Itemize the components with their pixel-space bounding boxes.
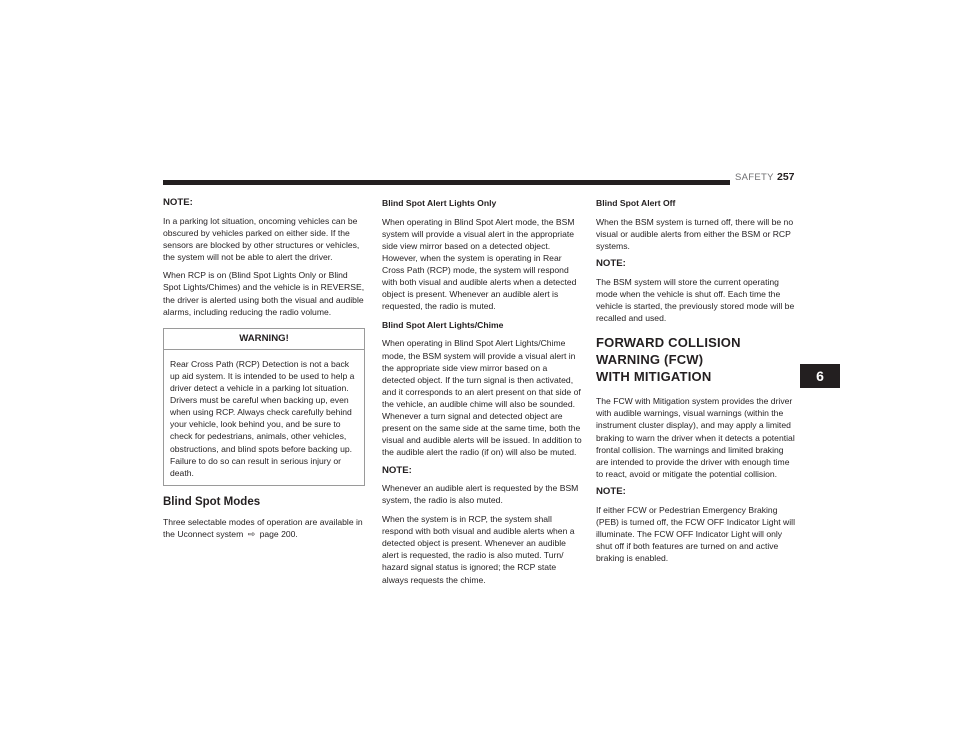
warning-box xyxy=(163,328,365,486)
note-label: NOTE: xyxy=(163,197,193,208)
note-text: The BSM system will store the current operating mode when the vehicle is shut off. Each time the vehicle is started, the previously stored mode will be recalled and used. xyxy=(596,276,795,324)
column-2 xyxy=(382,197,582,592)
paragraph: When the BSM system is turned off, there will be no visual or audible alerts from either the BSM or RCP systems. xyxy=(596,216,794,251)
note-text: In a parking lot situation, oncoming vehicles can be obscured by vehicles parked on either side. If the sensors are blocked by other structures or vehicles, the system will not be able to alert the driver. xyxy=(163,215,360,262)
page-number: 257 xyxy=(777,171,795,183)
note-text: If either FCW or Pedestrian Emergency Braking (PEB) is turned off, the FCW OFF Indicator Light will illuminate. The FCW OFF Indicator Light will only shut off if both features are turned on and active braking is enabled. xyxy=(596,504,795,564)
page-reference-arrow-icon: ⇨ xyxy=(247,528,256,539)
warning-text: Rear Cross Path (RCP) Detection is not a back up aid system. It is intended to be used to help a driver detect a vehicle in a parking lot situation. Drivers must be careful when backing up, even when using RCP. Always check carefully behind your vehicle, look behind you, and be sure to check for pedestrians, animals, other vehicles, obstructions, and blind spots before backing up. Failure to do so can result in serious injury or death. xyxy=(170,358,355,478)
page-reference-link[interactable]: page 200. xyxy=(259,528,298,539)
note-text: Whenever an audible alert is requested by the BSM system, the radio is also muted. xyxy=(382,483,579,506)
header-rule xyxy=(163,180,730,185)
subheading: Blind Spot Alert Lights Only xyxy=(382,198,497,208)
paragraph: When RCP is on (Blind Spot Lights Only or Blind Spot Lights/Chimes) and the vehicle is in REVERSE, the driver is alerted using both the visual and audible alarms, including reducing the radio volume. xyxy=(163,270,365,317)
subheading: Blind Spot Alert Lights/Chime xyxy=(382,319,504,330)
note-label: NOTE: xyxy=(382,464,412,476)
column-1 xyxy=(163,197,365,547)
paragraph: When operating in Blind Spot Alert mode, the BSM system will provide a visual alert in the appropriate side view mirror based on a detected object. However, when the system is operating in Rear Cross Path (RCP) mode, the system will respond with both visual and audible alerts when a detected object is present. Whenever an audible alert is requested, the radio is muted. xyxy=(382,216,577,312)
section-heading: Blind Spot Modes xyxy=(163,495,261,508)
section-name: SAFETY xyxy=(735,172,774,183)
subheading: Blind Spot Alert Off xyxy=(596,198,676,208)
note-label: NOTE: xyxy=(596,258,626,270)
chapter-tab: 6 xyxy=(800,364,840,388)
warning-title: WARNING! xyxy=(164,329,364,350)
paragraph: When operating in Blind Spot Alert Lights/Chime mode, the BSM system will provide a visual alert in the appropriate side view mirror based on a detected object. If the turn signal is then activated, and it corresponds to an alert present on that side of the vehicle, an audible chime will also be sounded. Whenever a turn signal and detected object are present on the same side at the same time, both the visual and audible alerts will be issued. In addition to the audible alert the radio (if on) will also be muted. xyxy=(382,338,582,458)
paragraph-text: Three selectable modes of operation are available in the Uconnect system xyxy=(163,516,363,539)
column-3 xyxy=(596,197,796,571)
paragraph: When the system is in RCP, the system shall respond with both visual and audible alerts when a detected object is present. Whenever an audible alert is requested, the radio is also muted. Turn/ hazard signal status is ignored; the RCP state always requests the chime. xyxy=(382,514,575,585)
note-label: NOTE: xyxy=(596,486,626,498)
section-heading xyxy=(596,334,796,385)
paragraph-with-reference xyxy=(163,516,365,540)
section-heading-line-2: WITH MITIGATION xyxy=(596,369,712,385)
section-heading-line-1: FORWARD COLLISION WARNING (FCW) xyxy=(596,335,741,368)
paragraph: The FCW with Mitigation system provides the driver with audible warnings, visual warnings (within the instrument cluster display), and may apply a limited braking to warn the driver when it detects a potential frontal collision. The warnings and limited braking are intended to provide the driver with enough time to react, avoid or mitigate the potential collision. xyxy=(596,396,795,479)
